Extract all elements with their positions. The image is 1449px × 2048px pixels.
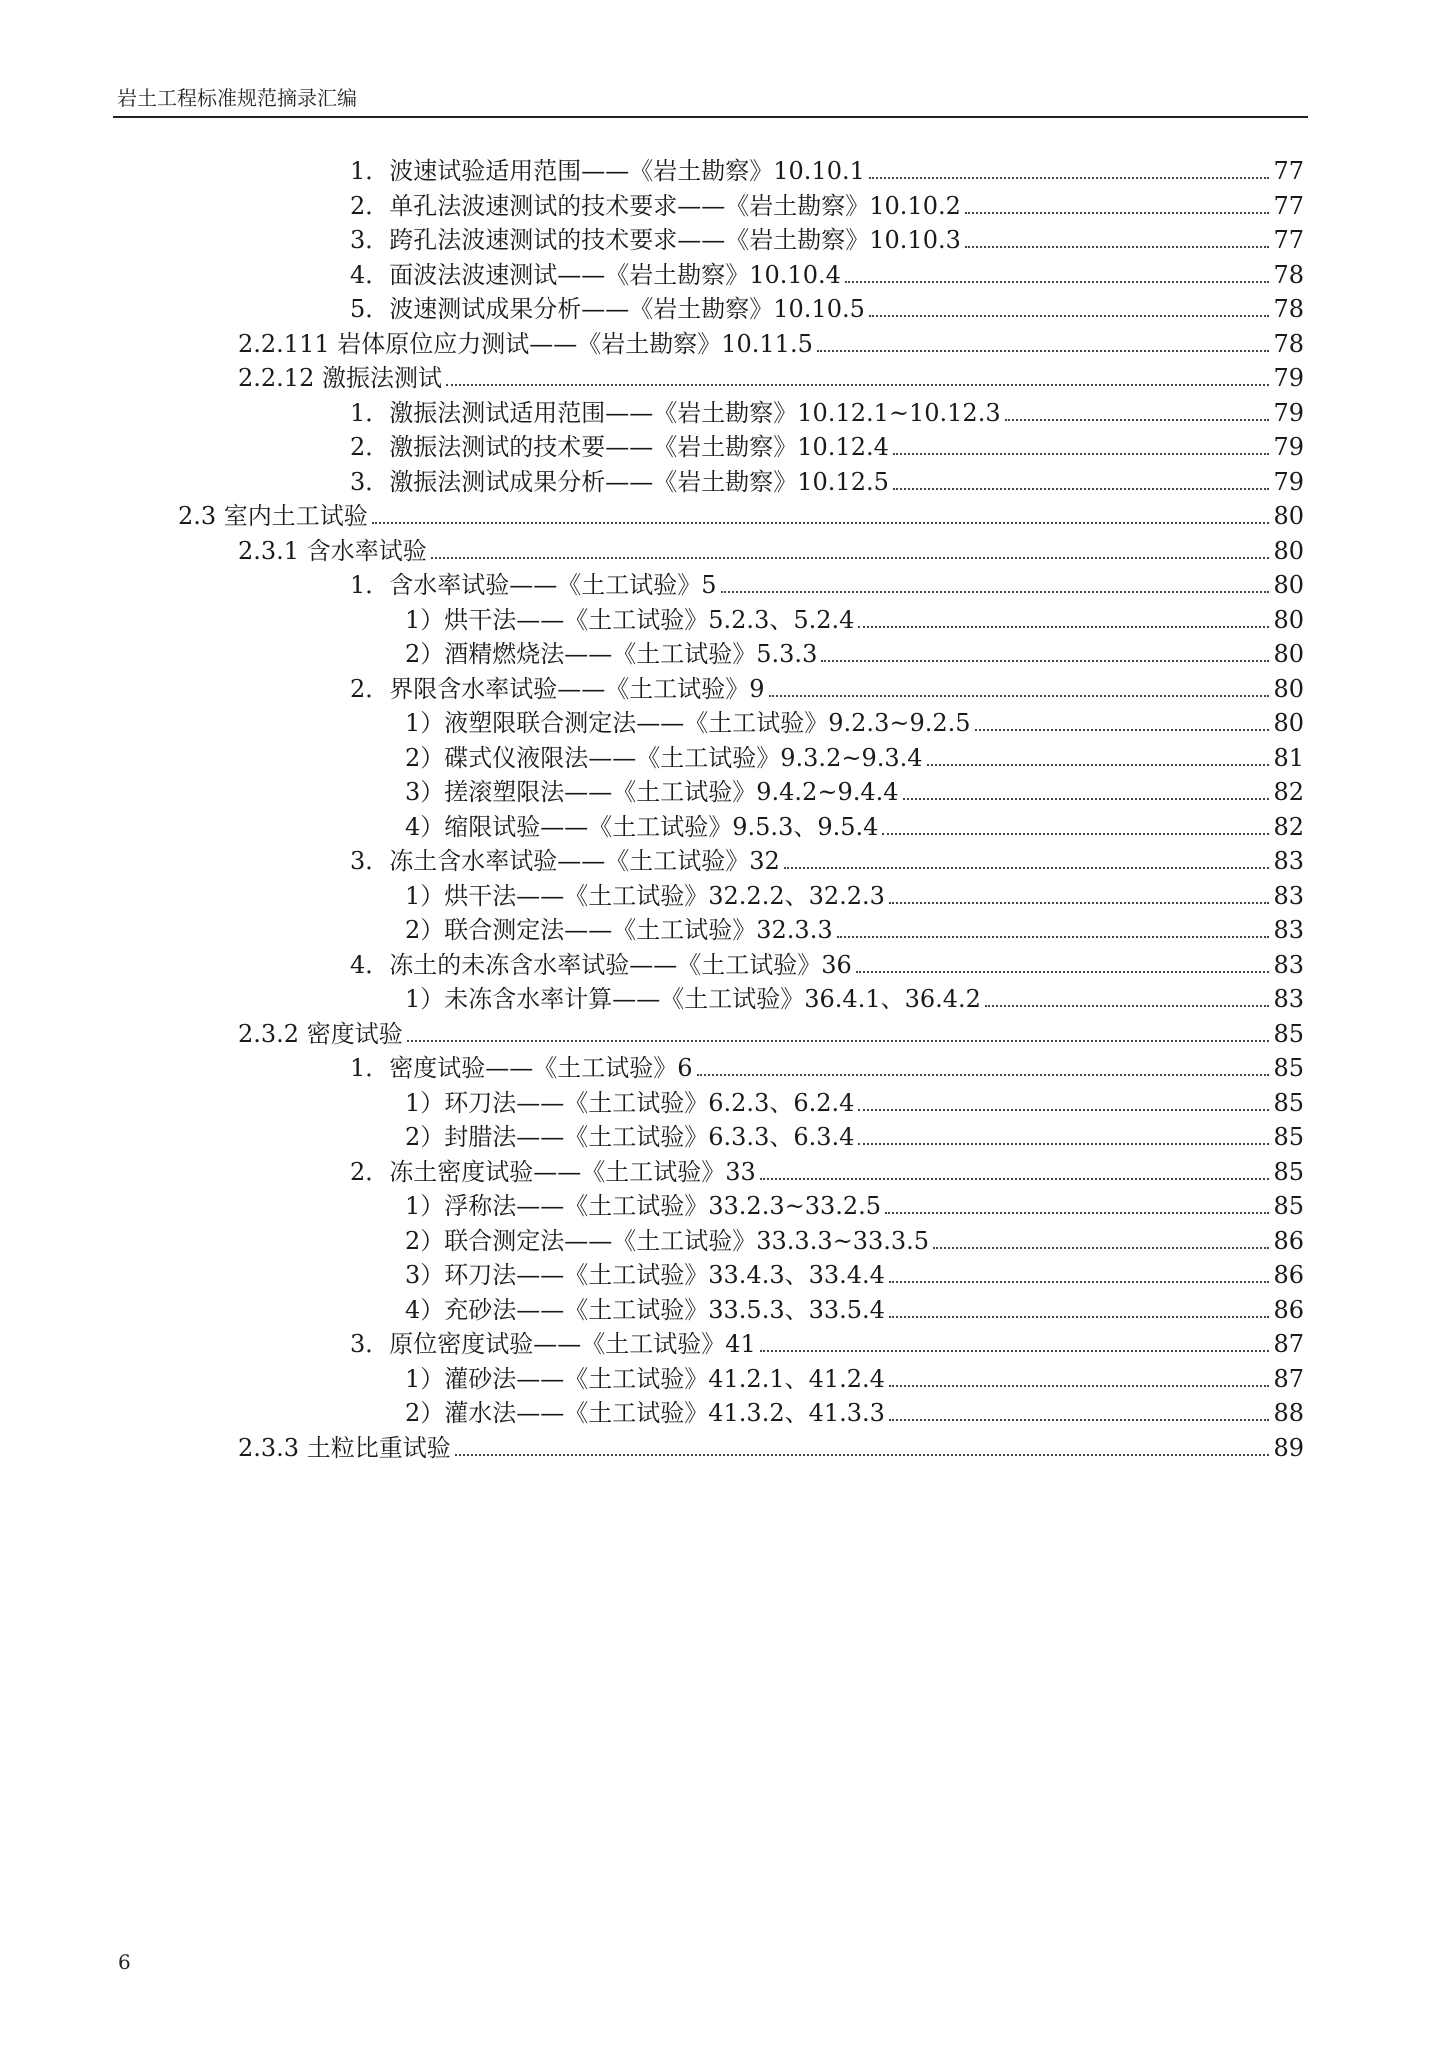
toc-entry[interactable] (350, 1047, 1304, 1083)
toc-entry-title: 3．冻土含水率试验——《土工试验》32 (350, 847, 780, 875)
toc-entry-title: 1）环刀法——《土工试验》6.2.3、6.2.4 (405, 1088, 855, 1117)
dot-leader (965, 212, 1270, 214)
toc-entry[interactable] (405, 1082, 1304, 1118)
toc-entry-page: 79 (1273, 364, 1304, 392)
dot-leader (885, 1212, 1269, 1214)
page-number: 6 (118, 1950, 131, 1974)
dot-leader (856, 971, 1270, 973)
toc-entry-title: 2）灌水法——《土工试验》41.3.2、41.3.3 (405, 1399, 885, 1427)
dot-leader (455, 1454, 1270, 1456)
dot-leader (889, 1419, 1270, 1421)
dot-leader (965, 246, 1270, 248)
toc-entry-page: 83 (1273, 881, 1304, 910)
toc-entry-page: 85 (1273, 1088, 1304, 1117)
toc-entry-title: 3）环刀法——《土工试验》33.4.3、33.4.4 (405, 1261, 885, 1289)
toc-entry-page: 88 (1273, 1399, 1304, 1427)
toc-entry-title: 1．含水率试验——《土工试验》5 (350, 571, 717, 599)
toc-entry-title: 2）封腊法——《土工试验》6.3.3、6.3.4 (405, 1123, 855, 1151)
toc-entry[interactable] (350, 564, 1304, 600)
toc-entry-page: 80 (1273, 674, 1304, 703)
toc-entry[interactable] (405, 1116, 1304, 1152)
toc-entry-title: 1）灌砂法——《土工试验》41.2.1、41.2.4 (405, 1364, 885, 1393)
dot-leader (372, 522, 1270, 524)
toc-entry-title: 2）酒精燃烧法——《土工试验》5.3.3 (405, 640, 818, 668)
toc-entry-title: 2．单孔法波速测试的技术要求——《岩土勘察》10.10.2 (350, 191, 961, 220)
toc-entry[interactable] (350, 840, 1304, 876)
toc-entry[interactable] (405, 1254, 1304, 1290)
toc-entry-title: 1．波速试验适用范围——《岩土勘察》10.10.1 (350, 157, 865, 185)
toc-entry-page: 78 (1273, 260, 1304, 289)
toc-entry-title: 3．激振法测试成果分析——《岩土勘察》10.12.5 (350, 467, 889, 496)
toc-entry[interactable] (350, 150, 1304, 186)
toc-entry-title: 1）烘干法——《土工试验》5.2.3、5.2.4 (405, 605, 855, 634)
toc-entry-title: 2．激振法测试的技术要——《岩土勘察》10.12.4 (350, 433, 889, 461)
toc-entry[interactable] (238, 357, 1304, 393)
toc-entry[interactable] (350, 1323, 1304, 1359)
toc-entry-title: 3．原位密度试验——《土工试验》41 (350, 1330, 756, 1358)
toc-entry-page: 81 (1273, 743, 1304, 772)
toc-entry-page: 85 (1273, 1123, 1304, 1151)
toc-entry-title: 2．界限含水率试验——《土工试验》9 (350, 674, 765, 703)
toc-entry[interactable] (350, 1151, 1304, 1187)
toc-entry[interactable] (405, 1220, 1304, 1256)
page-header (113, 80, 1308, 118)
toc-entry-title: 5．波速测试成果分析——《岩土勘察》10.10.5 (350, 295, 865, 323)
toc-entry-title: 1）烘干法——《土工试验》32.2.2、32.2.3 (405, 881, 885, 910)
toc-entry[interactable] (405, 1185, 1304, 1221)
toc-entry[interactable] (405, 806, 1304, 842)
toc-entry-page: 77 (1273, 157, 1304, 185)
dot-leader (858, 626, 1269, 628)
toc-entry-title: 1）未冻含水率计算——《土工试验》36.4.1、36.4.2 (405, 985, 981, 1013)
toc-entry[interactable] (238, 530, 1304, 566)
dot-leader (858, 1143, 1269, 1145)
toc-entry[interactable] (238, 1013, 1304, 1049)
dot-leader (837, 936, 1270, 938)
toc-entry[interactable] (238, 1427, 1304, 1463)
toc-entry[interactable] (350, 426, 1304, 462)
toc-entry-page: 80 (1273, 536, 1304, 565)
toc-entry[interactable] (178, 495, 1304, 531)
toc-entry-title: 1）液塑限联合测定法——《土工试验》9.2.3~9.2.5 (405, 709, 971, 737)
toc-entry[interactable] (350, 254, 1304, 290)
toc-entry[interactable] (405, 737, 1304, 773)
toc-entry[interactable] (405, 599, 1304, 635)
toc-entry-page: 86 (1273, 1295, 1304, 1324)
dot-leader (893, 488, 1270, 490)
toc-entry-title: 2.3.3 土粒比重试验 (238, 1433, 451, 1462)
toc-entry-page: 79 (1273, 433, 1304, 461)
toc-entry-page: 89 (1273, 1433, 1304, 1462)
toc-entry-title: 1．激振法测试适用范围——《岩土勘察》10.12.1~10.12.3 (350, 398, 1001, 427)
toc-entry[interactable] (350, 185, 1304, 221)
toc-entry-page: 80 (1273, 502, 1304, 530)
toc-entry-page: 86 (1273, 1226, 1304, 1255)
toc-entry[interactable] (405, 1289, 1304, 1325)
toc-entry-title: 4．面波法波速测试——《岩土勘察》10.10.4 (350, 260, 841, 289)
dot-leader (845, 281, 1270, 283)
toc-entry[interactable] (350, 461, 1304, 497)
toc-entry[interactable] (238, 323, 1304, 359)
toc-entry-title: 2.3.1 含水率试验 (238, 536, 427, 565)
dot-leader (1005, 419, 1270, 421)
toc-entry[interactable] (405, 702, 1304, 738)
toc-entry-page: 83 (1273, 847, 1304, 875)
dot-leader (431, 557, 1270, 559)
toc-entry[interactable] (405, 1358, 1304, 1394)
dot-leader (760, 1350, 1270, 1352)
toc-entry-page: 80 (1273, 709, 1304, 737)
toc-entry-title: 2．冻土密度试验——《土工试验》33 (350, 1157, 756, 1186)
toc-entry-title: 2.2.111 岩体原位应力测试——《岩土勘察》10.11.5 (238, 329, 813, 358)
toc-entry-page: 87 (1273, 1364, 1304, 1393)
toc-entry-title: 4．冻土的未冻含水率试验——《土工试验》36 (350, 950, 852, 979)
toc-entry[interactable] (405, 633, 1304, 669)
dot-leader (821, 660, 1269, 662)
toc-entry-title: 4）充砂法——《土工试验》33.5.3、33.5.4 (405, 1295, 885, 1324)
toc-entry-page: 82 (1273, 778, 1304, 806)
dot-leader (446, 384, 1269, 386)
toc-entry[interactable] (350, 288, 1304, 324)
toc-entry-page: 85 (1273, 1157, 1304, 1186)
toc-entry-title: 4）缩限试验——《土工试验》9.5.3、9.5.4 (405, 812, 879, 841)
dot-leader (721, 591, 1270, 593)
toc-entry[interactable] (405, 909, 1304, 945)
toc-entry-page: 83 (1273, 985, 1304, 1013)
toc-entry-page: 80 (1273, 640, 1304, 668)
toc-entry-title: 2.3 室内土工试验 (178, 502, 368, 530)
dot-leader (903, 798, 1270, 800)
dot-leader (933, 1247, 1269, 1249)
toc-entry[interactable] (405, 875, 1304, 911)
toc-entry-page: 78 (1273, 295, 1304, 323)
toc-entry[interactable] (405, 1392, 1304, 1428)
dot-leader (889, 1281, 1270, 1283)
toc-entry[interactable] (350, 219, 1304, 255)
toc-entry-title: 1）浮称法——《土工试验》33.2.3~33.2.5 (405, 1192, 882, 1220)
dot-leader (882, 833, 1269, 835)
toc-entry-title: 3．跨孔法波速测试的技术要求——《岩土勘察》10.10.3 (350, 226, 961, 254)
toc-entry-title: 2）碟式仪液限法——《土工试验》9.3.2~9.3.4 (405, 743, 923, 772)
dot-leader (927, 764, 1270, 766)
toc-entry-page: 83 (1273, 916, 1304, 944)
toc-entry-title: 2）联合测定法——《土工试验》33.3.3~33.3.5 (405, 1226, 930, 1255)
toc-entry-page: 85 (1273, 1054, 1304, 1082)
dot-leader (407, 1040, 1270, 1042)
toc-entry[interactable] (405, 978, 1304, 1014)
dot-leader (869, 315, 1270, 317)
toc-entry-title: 2.3.2 密度试验 (238, 1019, 403, 1048)
document-title: 岩土工程标准规范摘录汇编 (117, 86, 357, 110)
toc-entry-page: 87 (1273, 1330, 1304, 1358)
dot-leader (817, 350, 1270, 352)
toc-entry-page: 85 (1273, 1192, 1304, 1220)
toc-entry[interactable] (405, 771, 1304, 807)
toc-entry-page: 83 (1273, 950, 1304, 979)
dot-leader (760, 1178, 1270, 1180)
toc-entry-title: 2.2.12 激振法测试 (238, 364, 442, 392)
toc-entry-page: 85 (1273, 1019, 1304, 1048)
dot-leader (975, 729, 1270, 731)
dot-leader (769, 695, 1270, 697)
dot-leader (889, 1385, 1270, 1387)
toc-entry[interactable] (350, 392, 1304, 428)
dot-leader (985, 1005, 1270, 1007)
toc-entry-page: 82 (1273, 812, 1304, 841)
dot-leader (869, 177, 1270, 179)
dot-leader (893, 453, 1270, 455)
dot-leader (697, 1074, 1270, 1076)
dot-leader (858, 1109, 1269, 1111)
toc-entry-title: 3）搓滚塑限法——《土工试验》9.4.2~9.4.4 (405, 778, 899, 806)
toc-entry-page: 79 (1273, 398, 1304, 427)
dot-leader (889, 902, 1270, 904)
dot-leader (784, 867, 1270, 869)
toc-entry-title: 1．密度试验——《土工试验》6 (350, 1054, 693, 1082)
toc-entry-page: 80 (1273, 571, 1304, 599)
toc-entry-page: 79 (1273, 467, 1304, 496)
dot-leader (889, 1316, 1270, 1318)
toc-entry-title: 2）联合测定法——《土工试验》32.3.3 (405, 916, 833, 944)
toc-entry-page: 77 (1273, 191, 1304, 220)
toc-entry-page: 80 (1273, 605, 1304, 634)
toc-entry-page: 77 (1273, 226, 1304, 254)
toc-entry-page: 86 (1273, 1261, 1304, 1289)
toc-entry-page: 78 (1273, 329, 1304, 358)
toc-entry[interactable] (350, 668, 1304, 704)
toc-entry[interactable] (350, 944, 1304, 980)
